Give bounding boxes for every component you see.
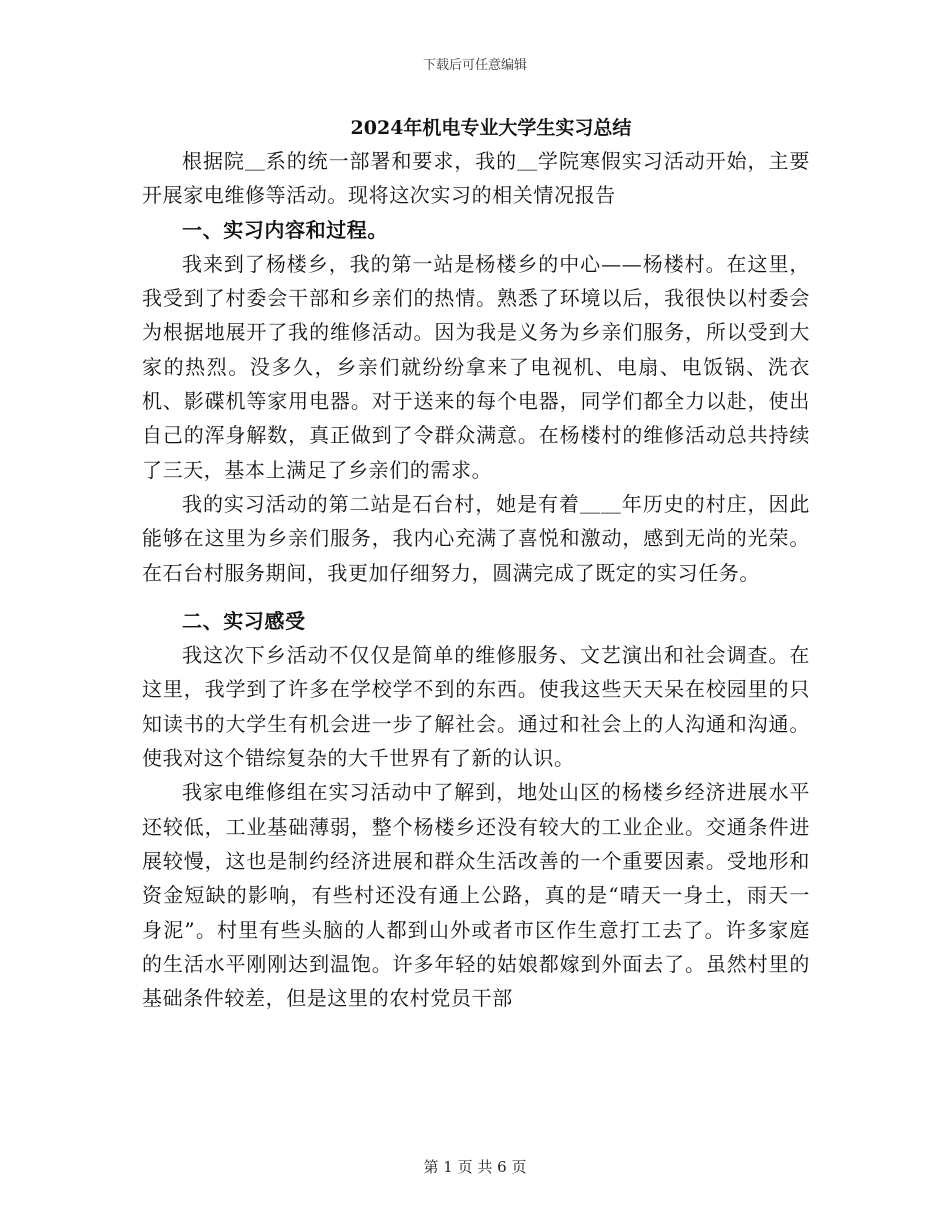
header-note: 下载后可任意编辑 bbox=[422, 58, 527, 73]
intro-paragraph: 根据院＿系的统一部署和要求，我的＿学院寒假实习活动开始，主要开展家电维修等活动。现将这次实习的相关情况报告 bbox=[142, 149, 810, 208]
section-1-heading: 一、实习内容和过程。 bbox=[182, 217, 388, 242]
page-footer: 第 1 页 共 6 页 bbox=[423, 1158, 527, 1176]
section-1-paragraph-1: 我来到了杨楼乡，我的第一站是杨楼乡的中心——杨楼村。在这里，我受到了村委会干部和乡亲们的热情。熟悉了环境以后，我很快以村委会为根据地展开了我的维修活动。因为我是义务为乡亲们服务，所以受到大家的热烈。没多久，乡亲们就纷纷拿来了电视机、电扇、电饭锅、洗衣机、影碟机等家用电器。对于送来的每个电器，同学们都全力以赴，使出自己的浑身解数，真正做到了令群众满意。在杨楼村的维修活动总共持续了三天，基本上满足了乡亲们的需求。 bbox=[142, 251, 810, 482]
section-2-paragraph-2: 我家电维修组在实习活动中了解到，地处山区的杨楼乡经济进展水平还较低，工业基础薄弱，整个杨楼乡还没有较大的工业企业。交通条件进展较慢，这也是制约经济进展和群众生活改善的一个重要因素。受地形和资金短缺的影响，有些村还没有通上公路，真的是“晴天一身土，雨天一身泥”。村里有些头脑的人都到山外或者市区作生意打工去了。许多家庭的生活水平刚刚达到温饱。许多年轻的姑娘都嫁到外面去了。虽然村里的基础条件较差，但是这里的农村党员干部 bbox=[142, 780, 810, 1011]
section-gap bbox=[142, 590, 810, 604]
section-1-paragraph-2: 我的实习活动的第二站是石台村，她是有着＿＿年历史的村庄，因此能够在这里为乡亲们服务，我内心充满了喜悦和激动，感到无尚的光荣。在石台村服务期间，我更加仔细努力，圆满完成了既定的实习任务。 bbox=[142, 491, 810, 585]
section-2-heading: 二、实习感受 bbox=[182, 608, 306, 633]
section-2-paragraph-1: 我这次下乡活动不仅仅是简单的维修服务、文艺演出和社会调查。在这里，我学到了许多在学校学不到的东西。使我这些天天呆在校园里的只知读书的大学生有机会进一步了解社会。通过和社会上的人沟通和沟通。使我对这个错综复杂的大千世界有了新的认识。 bbox=[142, 643, 810, 771]
document-title: 2024年机电专业大学生实习总结 bbox=[350, 117, 632, 139]
document-body bbox=[142, 112, 810, 1015]
